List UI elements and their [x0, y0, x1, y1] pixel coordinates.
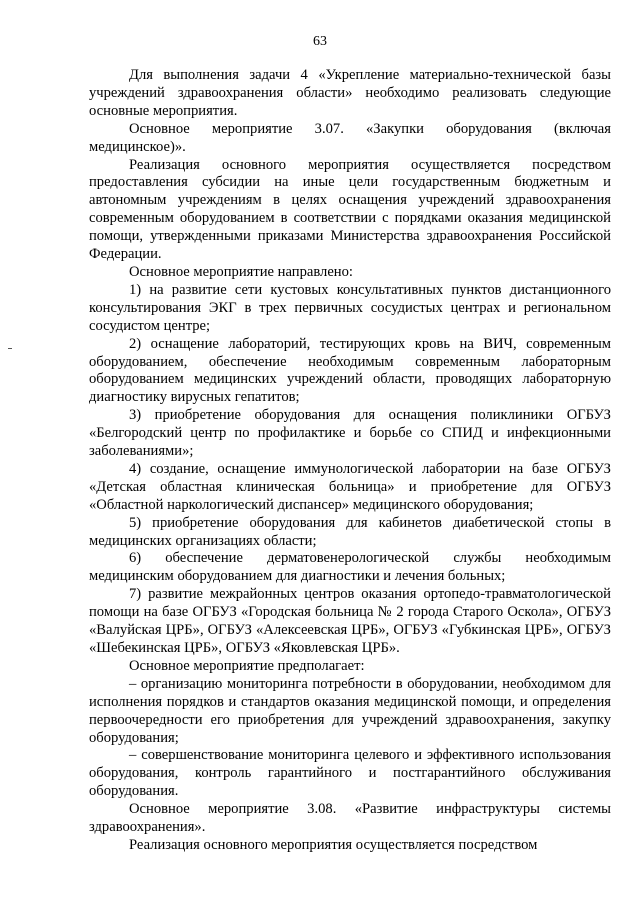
dash-item-monitoring: – организацию мониторинга потребности в оборудовании, необходимом для исполнения порядков и стандартов оказания медицинской помощи, и определения первоочередности его приобретения для учреждений здравоохранения, закупку оборудования; [89, 675, 611, 746]
list-item-7: 7) развитие межрайонных центров оказания ортопедо-травматологической помощи на базе ОГБУЗ «Городская больница № 2 города Старого Оскола», ОГБУЗ «Валуйская ЦРБ», ОГБУЗ «Алексеевская ЦРБ», ОГБУЗ «Губкинская ЦРБ», ОГБУЗ «Шебекинская ЦРБ», ОГБУЗ «Яковлевская ЦРБ». [89, 586, 611, 656]
dash-item-improvement: – совершенствование мониторинга целевого и эффективного использования оборудования, контроль гарантийного и постгарантийного обслуживания оборудования. [89, 747, 611, 800]
page-number: 63 [313, 34, 327, 49]
list-item-6: 6) обеспечение дерматовенерологической службы необходимым медицинским оборудованием для диагностики и лечения больных; [89, 550, 611, 585]
paragraph-activity-3-07-implementation: Реализация основного мероприятия осуществляется посредством предоставления субсидии на иные цели государственным бюджетным и автономным учреждениям в целях оснащения учреждений здравоохранения современным оборудованием в соответствии с порядками оказания медицинской помощи, утвержденными приказами Министерства здравоохранения Российской Федерации. [89, 156, 611, 263]
list-item-4: 4) создание, оснащение иммунологической лаборатории на базе ОГБУЗ «Детская областная клиническая больница» и приобретение для ОГБУЗ «Областной наркологический диспансер» медицинского оборудования; [89, 460, 611, 513]
paragraph-activity-3-07-title: Основное мероприятие 3.07. «Закупки оборудования (включая медицинское)». [89, 120, 611, 155]
document-body [89, 67, 611, 855]
paragraph-activity-directions-heading: Основное мероприятие направлено: [129, 263, 353, 280]
paragraph-task4-intro: Для выполнения задачи 4 «Укрепление материально-технической базы учреждений здравоохранения области» необходимо реализовать следующие основные мероприятия. [89, 67, 611, 119]
paragraph-activity-assumes-heading: Основное мероприятие предполагает: [129, 657, 365, 674]
list-item-3: 3) приобретение оборудования для оснащения поликлиники ОГБУЗ «Белгородский центр по профилактике и борьбе со СПИД и инфекционными заболеваниями»; [89, 407, 611, 460]
list-item-1: 1) на развитие сети кустовых консультативных пунктов дистанционного консультирования ЭКГ в трех первичных сосудистых центрах и региональном сосудистом центре; [89, 281, 611, 334]
paragraph-activity-3-08-implementation: Реализация основного мероприятия осуществляется посредством [129, 836, 538, 853]
list-item-5: 5) приобретение оборудования для кабинетов диабетической стопы в медицинских организациях области; [89, 514, 611, 549]
paragraph-activity-3-08-title: Основное мероприятие 3.08. «Развитие инфраструктуры системы здравоохранения». [89, 801, 611, 836]
list-item-2: 2) оснащение лабораторий, тестирующих кровь на ВИЧ, современным оборудованием, обеспечение необходимым современным лабораторным оборудованием медицинских учреждений области, проводящих лабораторную диагностику вирусных гепатитов; [89, 335, 611, 406]
margin-mark [8, 348, 12, 349]
